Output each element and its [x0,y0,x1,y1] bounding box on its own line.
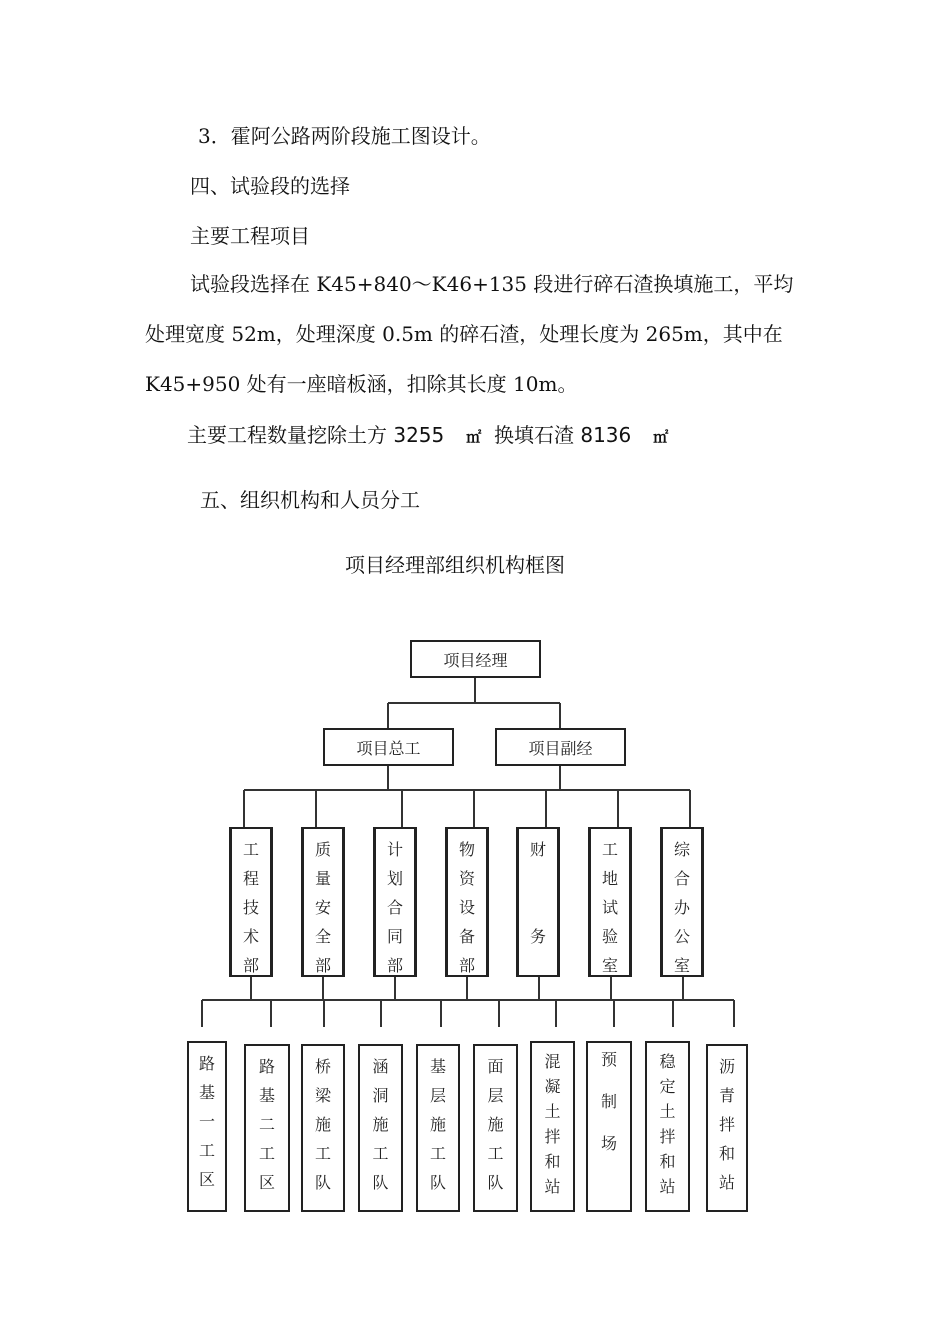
org-box-unit-asphalt-plant: 沥 青 拌 和 站 [706,1044,748,1212]
unit-symbol: ㎡ [653,428,669,446]
org-box-dept-office: 综 合 办 公 室 [660,827,704,977]
paragraph-line-2: 处理宽度 52m，处理深度 0.5m 的碎石渣，处理长度为 265m，其中在 [145,322,783,346]
section-heading-4: 四、试验段的选择 [190,174,350,198]
quantities-line: 主要工程数量挖除土方 3255 ㎡ 换填石渣 8136 ㎡ [187,423,669,447]
org-box-dept-materials: 物 资 设 备 部 [445,827,489,977]
subheading-main-items: 主要工程项目 [190,224,310,248]
org-box-dept-planning: 计 划 合 同 部 [373,827,417,977]
org-box-dept-engineering: 工 程 技 术 部 [229,827,273,977]
unit-symbol: ㎡ [466,428,482,446]
org-box-unit-base-course: 基 层 施 工 队 [416,1044,460,1212]
org-box-dept-quality: 质 量 安 全 部 [301,827,345,977]
org-box-unit-bridge: 桥 梁 施 工 队 [301,1044,345,1212]
org-box-unit-culvert: 涵 洞 施 工 队 [358,1044,403,1212]
paragraph-line-3: K45+950 处有一座暗板涵，扣除其长度 10m。 [145,372,578,396]
org-box-project-manager: 项目经理 [410,640,541,678]
org-box-deputy-manager: 项目副经 [495,728,626,766]
org-box-chief-engineer: 项目总工 [323,728,454,766]
section-heading-5: 五、组织机构和人员分工 [200,488,420,512]
org-box-unit-surface-course: 面 层 施 工 队 [473,1044,518,1212]
paragraph-reference-3: 3．霍阿公路两阶段施工图设计。 [198,124,491,148]
org-box-unit-concrete-plant: 混 凝 土 拌 和 站 [530,1041,575,1212]
org-box-dept-finance: 财 务 [516,827,560,977]
org-box-dept-lab: 工 地 试 验 室 [588,827,632,977]
org-box-unit-stabilized-soil-plant: 稳 定 土 拌 和 站 [645,1041,690,1212]
org-box-unit-precast-yard: 预 制 场 [586,1041,632,1212]
org-chart-title: 项目经理部组织机构框图 [345,553,565,577]
paragraph-line-1: 试验段选择在 K45+840～K46+135 段进行碎石渣换填施工，平均 [190,272,794,296]
org-box-unit-subgrade-1: 路 基 一 工 区 [187,1041,227,1212]
org-box-unit-subgrade-2: 路 基 二 工 区 [244,1044,290,1212]
